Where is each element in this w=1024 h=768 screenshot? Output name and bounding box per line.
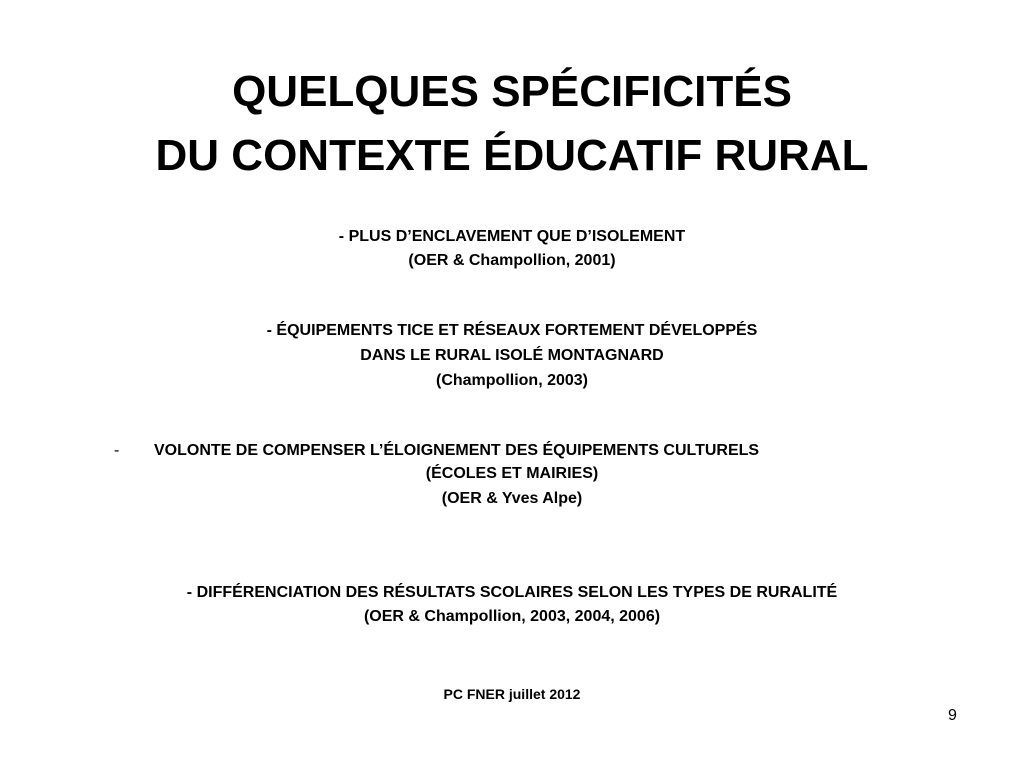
bullet-3-line-1: VOLONTE DE COMPENSER L’ÉLOIGNEMENT DES ÉQUIPEMENTS CULTURELS bbox=[154, 442, 760, 459]
bullet-2-line-2: DANS LE RURAL ISOLÉ MONTAGNARD bbox=[360, 347, 664, 364]
bullet-2-citation: (Champollion, 2003) bbox=[435, 372, 589, 389]
bullet-4-citation: (OER & Champollion, 2003, 2004, 2006) bbox=[363, 608, 661, 625]
bullet-3-citation: (OER & Yves Alpe) bbox=[441, 490, 583, 507]
page-number: 9 bbox=[948, 707, 957, 724]
slide-footer: PC FNER juillet 2012 bbox=[443, 686, 581, 702]
bullet-4-line-1: - DIFFÉRENCIATION DES RÉSULTATS SCOLAIRES SELON LES TYPES DE RURALITÉ bbox=[186, 584, 838, 601]
title-line-1: QUELQUES SPÉCIFICITÉS bbox=[232, 67, 792, 116]
bullet-2-line-1: - ÉQUIPEMENTS TICE ET RÉSEAUX FORTEMENT DÉVELOPPÉS bbox=[266, 322, 758, 339]
bullet-3-marker: - bbox=[114, 442, 120, 459]
bullet-1-citation: (OER & Champollion, 2001) bbox=[408, 252, 616, 269]
bullet-3-line-2: (ÉCOLES ET MAIRIES) bbox=[425, 465, 599, 482]
title-line-2: DU CONTEXTE ÉDUCATIF RURAL bbox=[155, 131, 869, 180]
bullet-1-line-1: - PLUS D’ENCLAVEMENT QUE D’ISOLEMENT bbox=[338, 228, 686, 245]
